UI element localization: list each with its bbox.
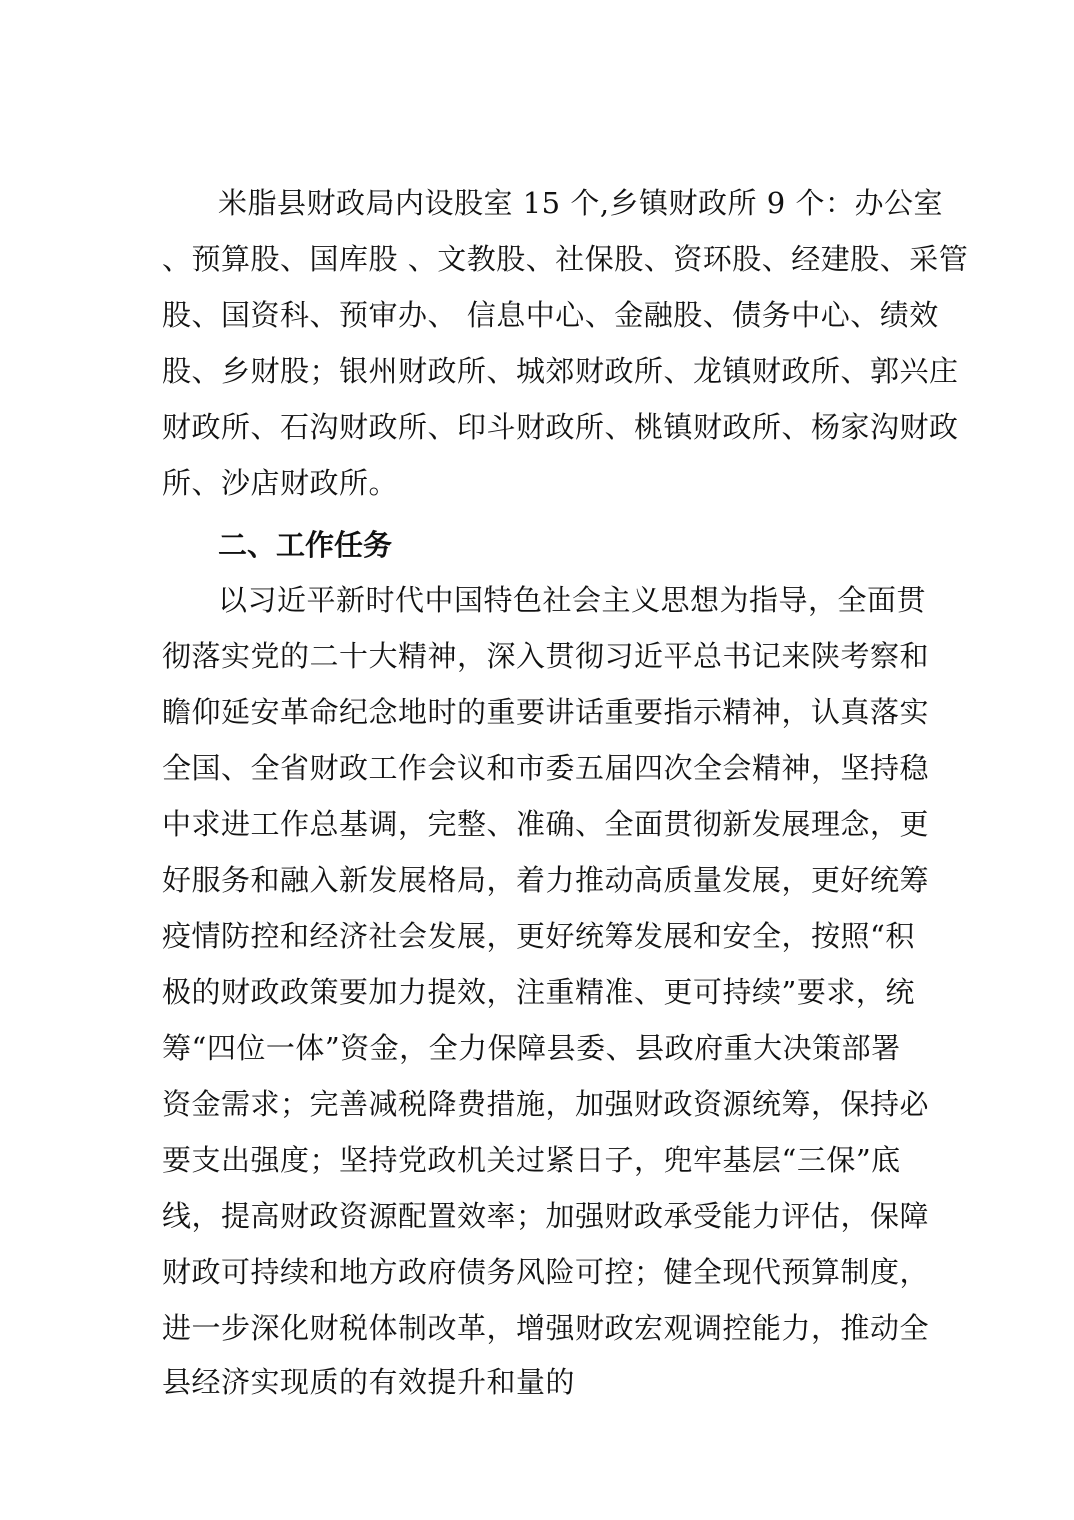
paragraph-2-line-8: 极的财政政策要加力提效，注重精准、更可持续”要求，统 [162,975,915,1009]
paragraph-1-line-2: 、预算股、国库股 、文教股、社保股、资环股、经建股、采管 [162,242,969,276]
paragraph-2-line-4: 全国、全省财政工作会议和市委五届四次全会精神，坚持稳 [162,751,930,785]
paragraph-2-line-14: 进一步深化财税体制改革，增强财政宏观调控能力，推动全 [162,1311,930,1345]
paragraph-2-line-10: 资金需求；完善减税降费措施，加强财政资源统筹，保持必 [162,1087,930,1121]
paragraph-1-line-6: 所、沙店财政所。 [162,466,399,500]
paragraph-2-line-13: 财政可持续和地方政府债务风险可控；健全现代预算制度， [162,1255,930,1289]
paragraph-2-line-7: 疫情防控和经济社会发展，更好统筹发展和安全，按照“积 [162,919,915,953]
paragraph-1-line-3: 股、国资科、预审办、 信息中心、金融股、债务中心、绩效 [162,298,939,332]
paragraph-1-line-4: 股、乡财股；银州财政所、城郊财政所、龙镇财政所、郭兴庄 [162,354,959,388]
paragraph-2-line-1: 以习近平新时代中国特色社会主义思想为指导，全面贯 [218,583,927,617]
paragraph-2-line-9: 筹“四位一体”资金，全力保障县委、县政府重大决策部署 [162,1031,901,1065]
paragraph-2-line-12: 线，提高财政资源配置效率；加强财政承受能力评估，保障 [162,1199,930,1233]
paragraph-2-line-15: 县经济实现质的有效提升和量的 [162,1365,576,1399]
paragraph-2-line-11: 要支出强度；坚持党政机关过紧日子，兜牢基层“三保”底 [162,1143,901,1177]
paragraph-1-line-5: 财政所、石沟财政所、印斗财政所、桃镇财政所、杨家沟财政 [162,410,959,444]
paragraph-2-line-3: 瞻仰延安革命纪念地时的重要讲话重要指示精神，认真落实 [162,695,930,729]
paragraph-2-line-5: 中求进工作总基调，完整、准确、全面贯彻新发展理念，更 [162,807,930,841]
paragraph-2-line-6: 好服务和融入新发展格局，着力推动高质量发展，更好统筹 [162,863,930,897]
section-heading: 二、工作任务 [218,528,393,562]
paragraph-1-line-1: 米脂县财政局内设股室 15 个,乡镇财政所 9 个：办公室 [218,186,943,220]
paragraph-2-line-2: 彻落实党的二十大精神，深入贯彻习近平总书记来陕考察和 [162,639,930,673]
